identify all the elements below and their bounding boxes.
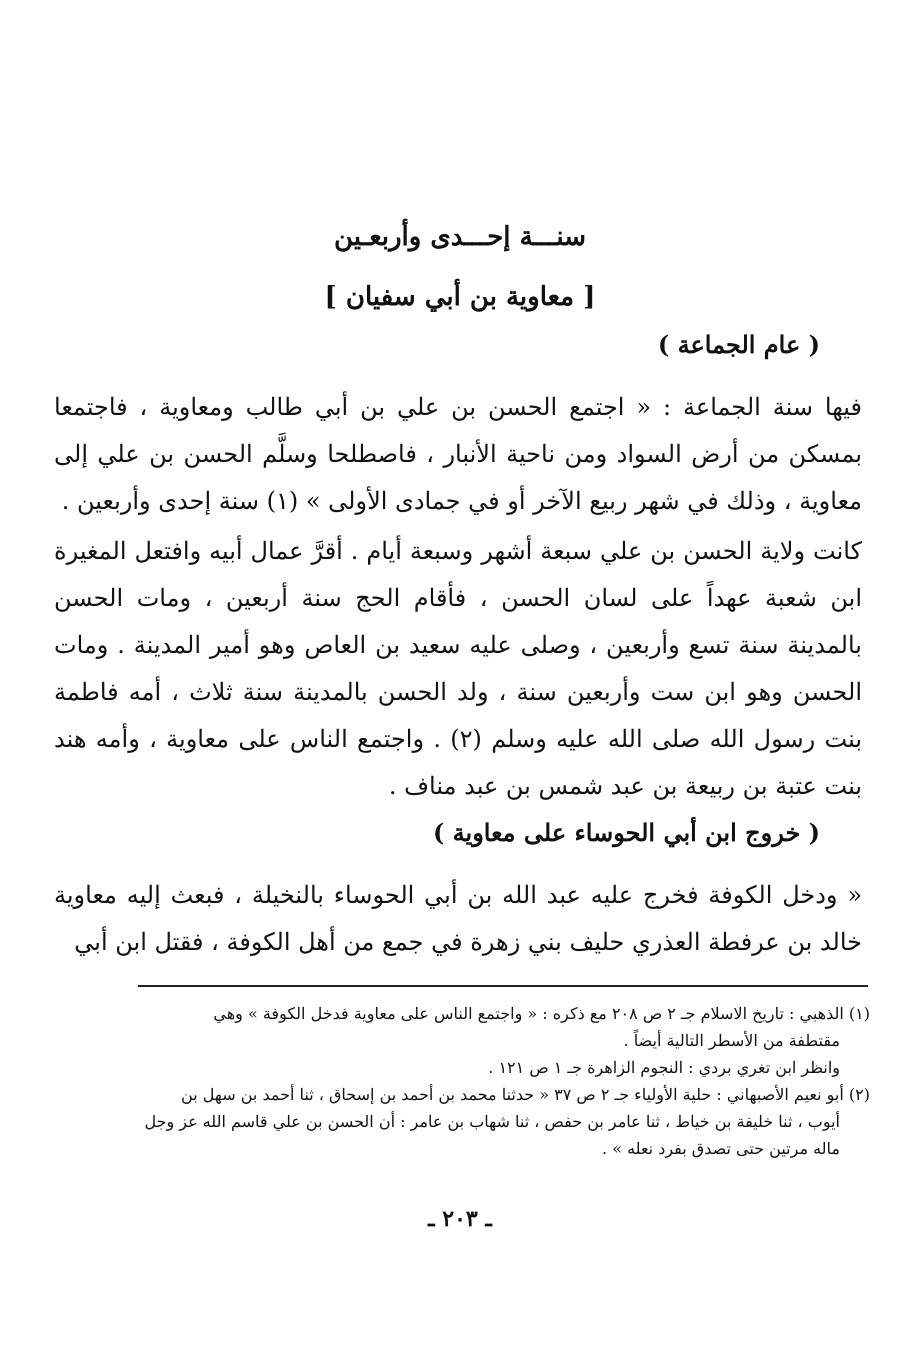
paragraph: « ودخل الكوفة فخرج عليه عبد الله بن أبي الحوساء بالنخيلة ، فبعث إليه معاوية خالد بن عرفطة العذري حليف بني زهرة في جمع من أهل الكوفة ، فقتل ابن أبي <box>54 881 863 956</box>
footnote-line: (٢) أبو نعيم الأصبهاني : حلية الأولياء جـ ٢ ص ٣٧ « حدثنا محمد بن أحمد بن إسحاق ، ثنا أحمد بن سهل بن <box>181 1085 870 1104</box>
page-number: ـ ٢٠٣ ـ <box>428 1206 492 1232</box>
paragraph: فيها سنة الجماعة : « اجتمع الحسن بن علي بن أبي طالب ومعاوية ، فاجتمعا بمسكن من أرض السواد ومن ناحية الأنبار ، فاصطلحا وسلَّم الحسن بن علي إلى معاوية ، وذلك في شهر ربيع الآخر أو في جمادى الأولى » (١) سنة إحدى وأربعين . <box>54 393 862 515</box>
footnotes <box>55 1000 870 1162</box>
chapter-title: سنـــة إحـــدى وأربعـين <box>333 222 587 252</box>
footnote-line: وانظر ابن تغري بردي : النجوم الزاهرة جـ ١ ص ١٢١ . <box>488 1058 840 1077</box>
paragraph: كانت ولاية الحسن بن علي سبعة أشهر وسبعة أيام . أقرَّ عمال أبيه وافتعل المغيرة ابن شعبة عهداً على لسان الحسن ، فأقام الحج سنة أربعين ، ومات الحسن بالمدينة سنة تسع وأربعين ، وصلى عليه سعيد بن العاص وهو أمير المدينة . ومات الحسن وهو ابن ست وأربعين سنة ، ولد الحسن بالمدينة سنة ثلاث ، أمه فاطمة بنت رسول الله صلى الله عليه وسلم (٢) . واجتمع الناس على معاوية ، وأمه هند بنت عتبة بن ربيعة بن عبد شمس بن عبد مناف . <box>54 537 862 800</box>
section-heading-ibn-abi-al-hawsa: ( خروج ابن أبي الحوساء على معاوية ) <box>432 818 820 847</box>
chapter-subtitle: [ معاوية بن أبي سفيان ] <box>324 282 596 312</box>
footnote-line: ماله مرتين حتى تصدق بفرد نعله » . <box>602 1139 840 1158</box>
section-heading-year-of-unity: ( عام الجماعة ) <box>657 330 820 359</box>
footnote-line: (١) الذهبي : تاريخ الاسلام جـ ٢ ص ٢٠٨ مع ذكره : « واجتمع الناس على معاوية فدخل الكوفة » وهي <box>213 1004 870 1023</box>
footnote-line: أيوب ، ثنا خليفة بن خياط ، ثنا عامر بن حفص ، ثنا شهاب بن عامر : أن الحسن بن علي قاسم الله عز وجل <box>144 1112 840 1131</box>
footnote-divider <box>138 985 868 987</box>
footnote-line: مقتطفة من الأسطر التالية أيضاً . <box>623 1031 840 1050</box>
